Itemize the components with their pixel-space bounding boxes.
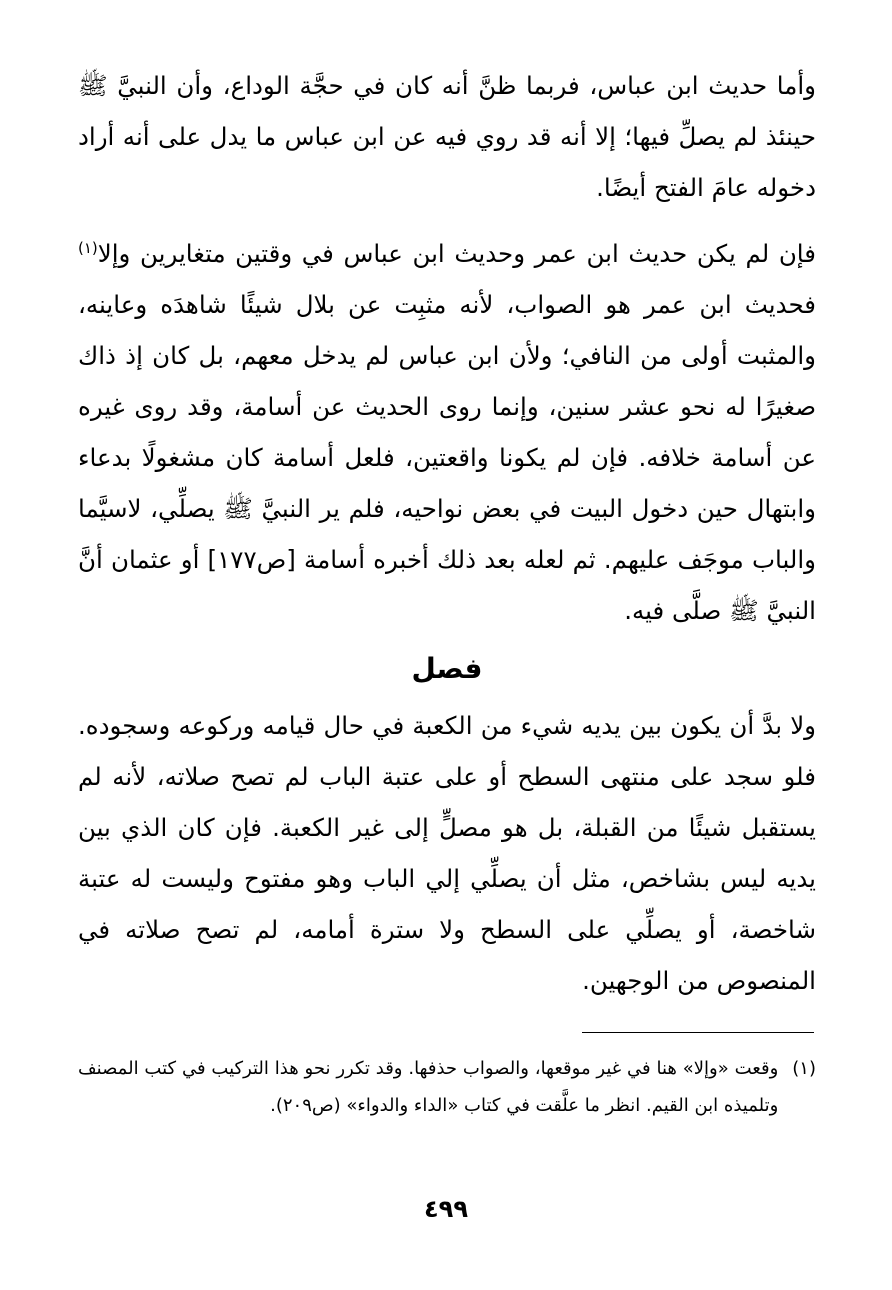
paragraph-text-rest: فحديث ابن عمر هو الصواب، لأنه مثبِت عن بلال شيئًا شاهدَه وعاينه، والمثبت أولى من النافي؛ ولأن ابن عباس لم يدخل معهم، بل كان إذ ذاك صغيرًا له نحو عشر سنين، وإنما روى الحديث عن أسامة، وقد روى غيره عن أسامة خلافه. فإن لم يكونا واقعتين، فلعل أسامة كان مشغولًا بدعاء وابتهال حين دخول البيت في بعض نواحيه، فلم ير النبيَّ ﷺ يصلِّي، لاسيَّما والباب موجَف عليهم. ثم لعله بعد ذلك أخبره أسامة [ص١٧٧] أو عثمان أنَّ النبيَّ ﷺ صلَّى فيه. xyxy=(78,290,816,625)
footnote-text: وقعت «وإلا» هنا في غير موقعها، والصواب حذفها. وقد تكرر نحو هذا التركيب في كتب المصنف وتلميذه ابن القيم. انظر ما علَّقت في كتاب «الداء والدواء» (ص٢٠٩). xyxy=(78,1058,779,1116)
footnote xyxy=(78,1050,816,1124)
page-number: ٤٩٩ xyxy=(424,1195,468,1223)
paragraph-hajj-wada: وأما حديث ابن عباس، فربما ظنَّ أنه كان في حجَّة الوداع، وأن النبيَّ ﷺ حينئذ لم يصلِّ فيها؛ إلا أنه قد روي فيه عن ابن عباس ما يدل على أنه أراد دخوله عامَ الفتح أيضًا. xyxy=(78,71,816,202)
footnote-marker[interactable]: (١) xyxy=(78,238,98,257)
paragraph-ibn-umar-ibn-abbas xyxy=(78,228,816,636)
footnote-divider xyxy=(582,1032,814,1033)
paragraph-text-start: فإن لم يكن حديث ابن عمر وحديث ابن عباس في وقتين متغايرين وإلا xyxy=(97,239,816,268)
section-heading: فصل xyxy=(411,652,483,685)
footnote-number: (١) xyxy=(792,1058,816,1079)
paragraph-kaaba-rule: ولا بدَّ أن يكون بين يديه شيء من الكعبة في حال قيامه وركوعه وسجوده. فلو سجد على منتهى السطح أو على عتبة الباب لم تصح صلاته، لأنه لم يستقبل شيئًا من القبلة، بل هو مصلٍّ إلى غير الكعبة. فإن كان الذي بين يديه ليس بشاخص، مثل أن يصلِّي إلي الباب وهو مفتوح وليست له عتبة شاخصة، أو يصلِّي على السطح ولا سترة أمامه، لم تصح صلاته في المنصوص من الوجهين. xyxy=(78,711,816,995)
main-text xyxy=(78,60,816,1006)
